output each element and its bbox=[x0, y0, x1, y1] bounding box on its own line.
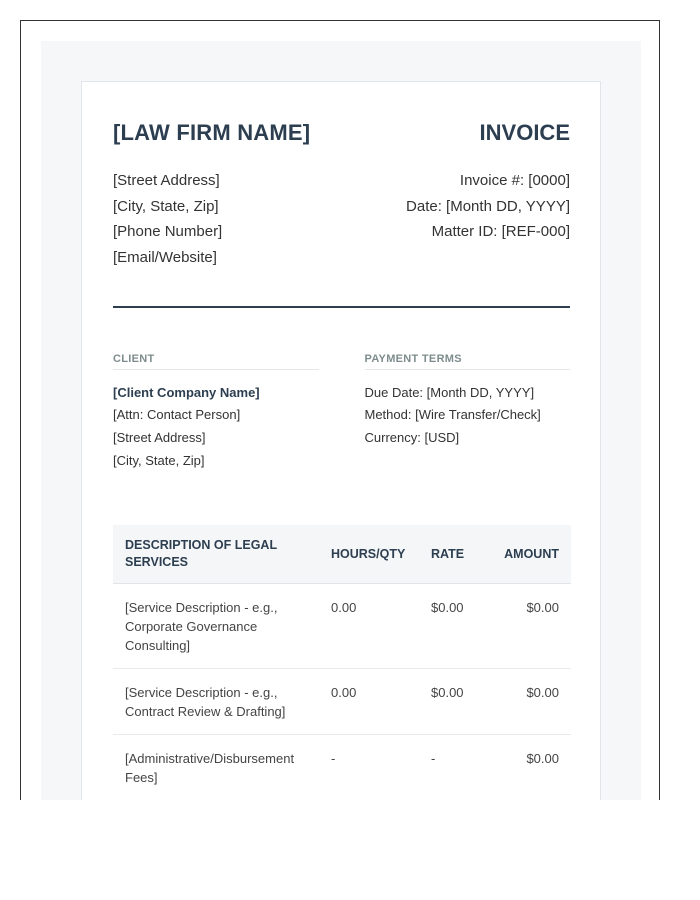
payment-terms-block bbox=[365, 353, 571, 472]
document-frame bbox=[20, 20, 660, 800]
header-rate: RATE bbox=[431, 546, 465, 561]
firm-name: [LAW FIRM NAME] bbox=[113, 120, 311, 145]
page-backdrop bbox=[41, 41, 641, 800]
row-amount: $0.00 bbox=[526, 685, 559, 701]
client-city: [City, State, Zip] bbox=[113, 452, 205, 468]
invoice-title: INVOICE bbox=[479, 120, 570, 145]
firm-address bbox=[113, 168, 222, 271]
header-amount: AMOUNT bbox=[504, 546, 559, 561]
header-description: DESCRIPTION OF LEGAL SERVICES bbox=[125, 538, 277, 570]
invoice-date: Date: [Month DD, YYYY] bbox=[406, 197, 570, 215]
address-row bbox=[113, 168, 570, 271]
client-attn: [Attn: Contact Person] bbox=[113, 407, 241, 423]
table-row bbox=[113, 735, 571, 800]
row-hours: 0.00 bbox=[331, 685, 357, 701]
table-header bbox=[113, 525, 571, 584]
firm-phone: [Phone Number] bbox=[113, 223, 223, 241]
row-amount: $0.00 bbox=[526, 600, 559, 616]
firm-city: [City, State, Zip] bbox=[113, 197, 219, 215]
row-description: [Service Description - e.g., Corporate Governance Consulting] bbox=[125, 600, 278, 654]
client-block bbox=[113, 353, 319, 472]
row-amount: $0.00 bbox=[526, 751, 559, 767]
invoice-paper bbox=[81, 81, 601, 800]
table-row bbox=[113, 584, 571, 669]
header-divider bbox=[113, 306, 570, 308]
row-rate: - bbox=[431, 751, 436, 767]
row-hours: - bbox=[331, 751, 336, 767]
row-description: [Administrative/Disbursement Fees] bbox=[125, 751, 295, 786]
matter-id: Matter ID: [REF-000] bbox=[431, 223, 570, 241]
invoice-header bbox=[113, 120, 570, 146]
client-label: CLIENT bbox=[113, 353, 319, 370]
invoice-number: Invoice #: [0000] bbox=[459, 172, 570, 189]
parties-section bbox=[113, 353, 570, 472]
payment-method: Method: [Wire Transfer/Check] bbox=[364, 407, 541, 423]
header-hours: HOURS/QTY bbox=[331, 546, 406, 561]
row-description: [Service Description - e.g., Contract Review & Drafting] bbox=[125, 685, 286, 720]
client-company: [Client Company Name] bbox=[113, 384, 260, 400]
row-rate: $0.00 bbox=[431, 685, 464, 701]
payment-terms-label: PAYMENT TERMS bbox=[365, 353, 571, 370]
row-rate: $0.00 bbox=[431, 600, 464, 616]
due-date: Due Date: [Month DD, YYYY] bbox=[364, 384, 535, 400]
invoice-meta bbox=[406, 168, 570, 271]
client-street: [Street Address] bbox=[113, 430, 206, 445]
row-hours: 0.00 bbox=[331, 600, 357, 616]
currency: Currency: [USD] bbox=[364, 430, 460, 445]
services-table bbox=[113, 525, 571, 800]
firm-street: [Street Address] bbox=[113, 172, 220, 189]
table-row bbox=[113, 669, 571, 735]
firm-web: [Email/Website] bbox=[113, 249, 217, 267]
